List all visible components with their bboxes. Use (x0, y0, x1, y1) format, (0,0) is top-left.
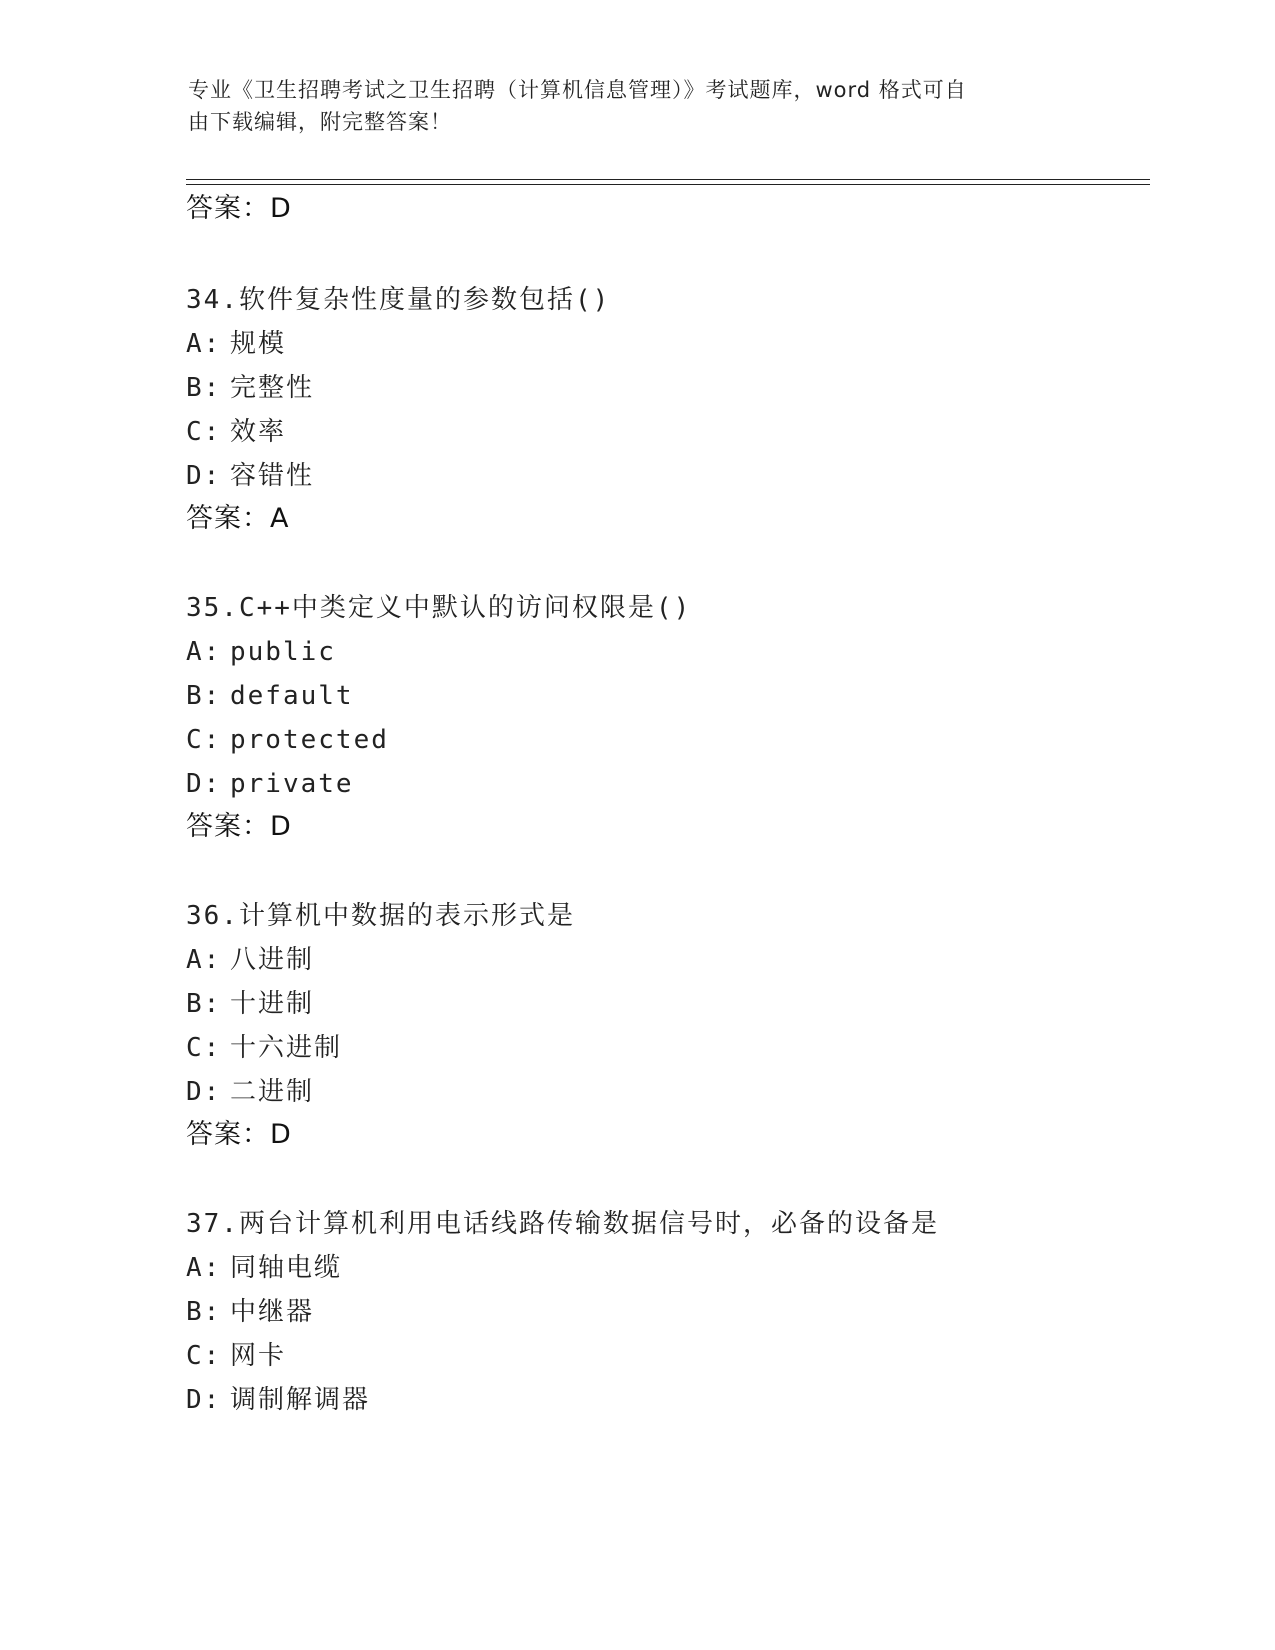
option-label: D: (186, 461, 222, 491)
option-label: C: (186, 1341, 222, 1371)
question-37-stem: 37.两台计算机利用电话线路传输数据信号时，必备的设备是 (186, 1209, 939, 1239)
option-text: public (230, 637, 336, 667)
question-36-option-c (186, 1031, 342, 1065)
option-label: B: (186, 373, 222, 403)
option-label: B: (186, 989, 222, 1019)
option-text: protected (230, 725, 389, 755)
option-label: C: (186, 1033, 222, 1063)
option-text: 十进制 (230, 989, 315, 1019)
question-36-stem: 36.计算机中数据的表示形式是 (186, 901, 575, 931)
question-35-option-d (186, 767, 354, 801)
question-35-option-a (186, 635, 336, 669)
question-34-option-d (186, 459, 314, 493)
option-label: D: (186, 1385, 222, 1415)
question-35-option-b (186, 679, 354, 713)
option-label: D: (186, 769, 222, 799)
option-text: 十六进制 (230, 1033, 343, 1063)
question-36-option-d (186, 1075, 314, 1109)
option-text: default (230, 681, 354, 711)
question-36-option-a (186, 943, 314, 977)
option-label: C: (186, 417, 222, 447)
option-text: 中继器 (230, 1297, 315, 1327)
question-35-option-c (186, 723, 389, 757)
option-label: A: (186, 329, 222, 359)
header-divider-top (186, 179, 1150, 180)
header-line-1: 专业《卫生招聘考试之卫生招聘（计算机信息管理）》考试题库，word 格式可自 (188, 78, 967, 102)
option-text: 二进制 (230, 1077, 315, 1107)
option-text: 完整性 (230, 373, 315, 403)
question-37-option-b (186, 1295, 314, 1329)
question-34-answer: 答案：A (186, 503, 290, 534)
question-36-option-b (186, 987, 314, 1021)
question-37-option-c (186, 1339, 286, 1373)
option-label: A: (186, 945, 222, 975)
option-text: 调制解调器 (230, 1385, 371, 1415)
header-line-2: 由下载编辑，附完整答案！ (188, 110, 452, 134)
question-34-stem: 34.软件复杂性度量的参数包括() (186, 285, 611, 315)
document-header (188, 74, 1078, 138)
question-35-stem: 35.C++中类定义中默认的访问权限是() (186, 593, 692, 623)
question-37-option-a (186, 1251, 342, 1285)
option-label: A: (186, 637, 222, 667)
question-35-answer: 答案：D (186, 811, 292, 842)
question-34-option-b (186, 371, 314, 405)
previous-answer: 答案：D (186, 193, 292, 224)
question-34-option-a (186, 327, 286, 361)
option-text: 规模 (230, 329, 287, 359)
option-text: 效率 (230, 417, 287, 447)
option-text: private (230, 769, 354, 799)
option-text: 同轴电缆 (230, 1253, 343, 1283)
option-text: 容错性 (230, 461, 315, 491)
option-label: A: (186, 1253, 222, 1283)
option-label: D: (186, 1077, 222, 1107)
option-label: C: (186, 725, 222, 755)
question-36-answer: 答案：D (186, 1119, 292, 1150)
option-text: 网卡 (230, 1341, 287, 1371)
question-37-option-d (186, 1383, 370, 1417)
option-label: B: (186, 681, 222, 711)
question-34-option-c (186, 415, 286, 449)
header-divider-bottom (186, 184, 1150, 185)
option-label: B: (186, 1297, 222, 1327)
option-text: 八进制 (230, 945, 315, 975)
